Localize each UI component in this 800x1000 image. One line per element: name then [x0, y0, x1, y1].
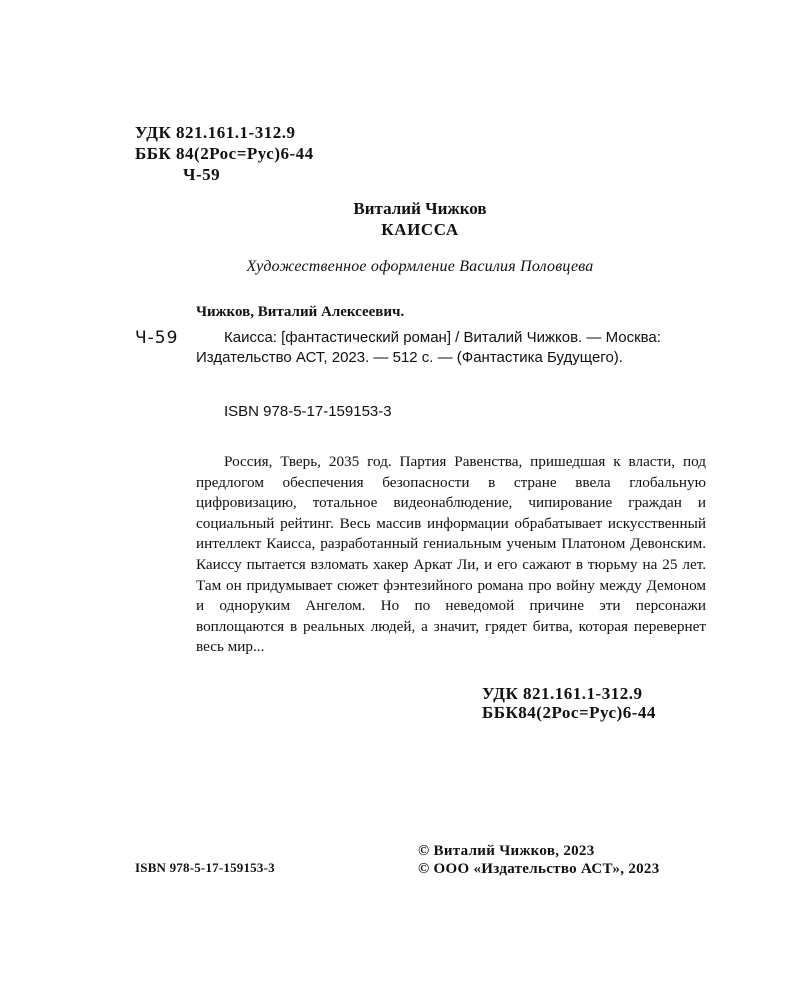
bibliographic-description: Каисса: [фантастический роман] / Виталий Чижков. — Москва: Издательство АСТ, 2023. — 512 с. — (Фантастика Будущего).: [196, 329, 661, 366]
bbk-code-bottom: ББК84(2Рос=Рус)6-44: [482, 703, 656, 722]
author-name: Виталий Чижков: [353, 199, 487, 218]
classification-codes-bottom: [482, 684, 656, 722]
bibliographic-isbn: ISBN 978-5-17-159153-3: [224, 403, 392, 420]
annotation-text: Россия, Тверь, 2035 год. Партия Равенства, пришедшая к власти, под предлогом обеспечения безопасности в стране ввела глобальную цифровизацию, тотальное видеонаблюдение, чипирование граждан и социальный рейтинг. Весь массив информации обрабатывает искусственный интеллект Каисса, разработанный гениальным ученым Платоном Девонским. Каиссу пытается взломать хакер Аркат Ли, и его сажают в тюрьму на 25 лет. Там он придумывает сюжет фэнтезийного романа про войну между Демоном и одноруким Ангелом. Но по неведомой причине эти персонажи воплощаются в реальных людей, а значит, грядет битва, которая перевернет весь мир...: [196, 453, 706, 656]
design-credit: Художественное оформление Василия Половцева: [246, 258, 594, 275]
copyright-publisher: © ООО «Издательство АСТ», 2023: [418, 861, 660, 877]
copyright-block: [418, 842, 660, 878]
copyright-author: © Виталий Чижков, 2023: [418, 843, 595, 859]
bibliographic-mark: Ч-59: [135, 328, 179, 348]
udk-code: УДК 821.161.1-312.9: [135, 123, 296, 142]
bibliographic-heading: Чижков, Виталий Алексеевич.: [196, 304, 405, 320]
author-mark: Ч-59: [183, 165, 221, 184]
bbk-code: ББК 84(2Рос=Рус)6-44: [135, 144, 314, 163]
book-title: КАИССА: [381, 220, 459, 239]
classification-codes: [135, 122, 314, 185]
footer-isbn: ISBN 978-5-17-159153-3: [135, 860, 275, 875]
title-block: [0, 199, 800, 241]
udk-code-bottom: УДК 821.161.1-312.9: [482, 684, 643, 703]
